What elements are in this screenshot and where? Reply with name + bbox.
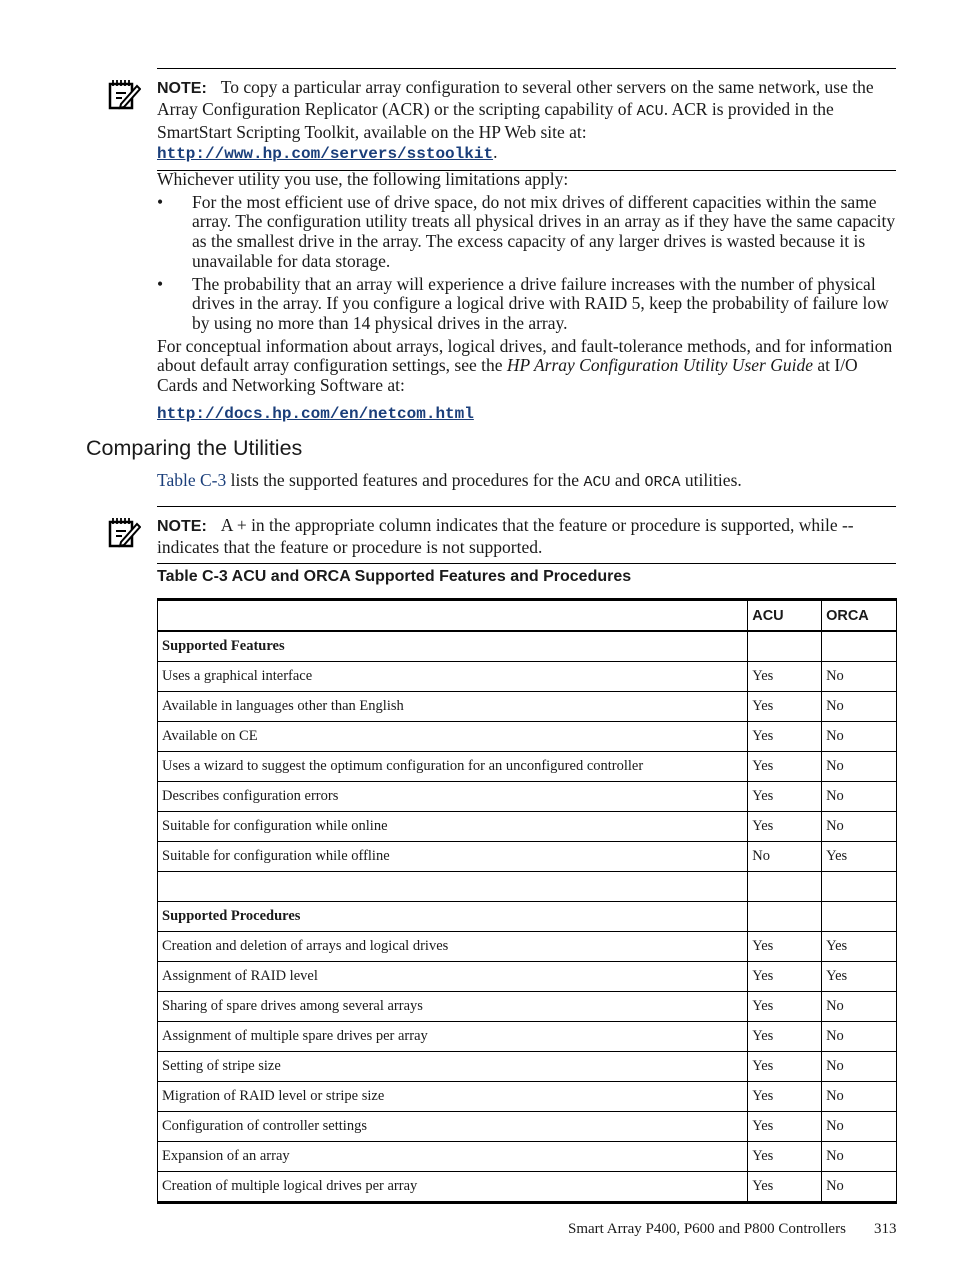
acu-cell: Yes	[748, 692, 822, 722]
note-box	[157, 506, 896, 564]
sstoolkit-link[interactable]: http://www.hp.com/servers/sstoolkit	[157, 145, 494, 163]
feature-cell: Uses a wizard to suggest the optimum configuration for an unconfigured controller	[158, 752, 748, 782]
acu-cell: Yes	[748, 1112, 822, 1142]
page-number: 313	[874, 1221, 897, 1237]
bullet-item: • For the most efficient use of drive space, do not mix drives of different capacities within the same array. The configuration utility treats all physical drives in an array as if they have the same capacity as the smallest drive in the array. The excess capacity of any larger drives is wasted because it is unavailable for data storage.	[157, 191, 896, 271]
orca-cell: No	[822, 1112, 897, 1142]
acu-code: ACU	[583, 474, 611, 491]
orca-cell: Yes	[822, 842, 897, 872]
acu-cell	[748, 631, 822, 662]
table-row	[158, 692, 897, 722]
orca-cell: No	[822, 1082, 897, 1112]
acu-cell	[748, 902, 822, 932]
feature-cell: Uses a graphical interface	[158, 662, 748, 692]
acu-cell: Yes	[748, 1142, 822, 1172]
acu-cell: Yes	[748, 722, 822, 752]
feature-cell: Describes configuration errors	[158, 782, 748, 812]
acu-cell: Yes	[748, 1022, 822, 1052]
section-heading: Comparing the Utilities	[86, 436, 303, 460]
guide-title: HP Array Configuration Utility User Guide	[506, 355, 813, 376]
limitations-section	[157, 170, 897, 424]
orca-cell: No	[822, 1172, 897, 1203]
bullet-text: For the most efficient use of drive space, do not mix drives of different capacities within the same array. The configuration utility treats all physical drives in an array as if they have the same capacity as the smallest drive in the array. The excess capacity of any larger drives is wasted because it is unavailable for data storage.	[192, 191, 896, 271]
feature-cell	[158, 872, 748, 902]
feature-cell: Suitable for configuration while online	[158, 812, 748, 842]
table-row	[158, 1022, 897, 1052]
table-row	[158, 992, 897, 1022]
table-row	[158, 932, 897, 962]
bullet-item: • The probability that an array will experience a drive failure increases with the number of physical drives in the array. If you configure a logical drive with RAID 5, keep the probability of failure low by using no more than 14 physical drives in the array.	[157, 273, 889, 333]
feature-cell: Expansion of an array	[158, 1142, 748, 1172]
bullet-text: The probability that an array will experience a drive failure increases with the number of physical drives in the array. If you configure a logical drive with RAID 5, keep the probability of failure low by using no more than 14 physical drives in the array.	[192, 273, 889, 333]
acu-cell: Yes	[748, 1172, 822, 1203]
acu-cell: Yes	[748, 812, 822, 842]
table-row	[158, 1112, 897, 1142]
table-row	[158, 1082, 897, 1112]
table-row	[158, 1052, 897, 1082]
acu-cell: Yes	[748, 662, 822, 692]
orca-cell	[822, 902, 897, 932]
footer-title: Smart Array P400, P600 and P800 Controllers	[568, 1221, 846, 1237]
note-label: NOTE:	[157, 80, 207, 97]
table-caption: Table C-3 ACU and ORCA Supported Features and Procedures	[157, 568, 632, 585]
table-row	[158, 1172, 897, 1203]
intro-text: lists the supported features and procedures for the	[230, 470, 580, 490]
orca-cell	[822, 631, 897, 662]
orca-cell: No	[822, 1022, 897, 1052]
table-row	[158, 962, 897, 992]
orca-cell: No	[822, 1142, 897, 1172]
netcom-link[interactable]: http://docs.hp.com/en/netcom.html	[157, 404, 474, 423]
table-row	[158, 872, 897, 902]
note-box	[157, 68, 896, 171]
header-feature	[158, 600, 748, 632]
feature-cell: Available in languages other than English	[158, 692, 748, 722]
intro-text-and: and	[614, 470, 641, 490]
note-text: To copy a particular array configuration to several other servers on the same network, use the Array Configuration Replicator (ACR) or the scripting capability of	[157, 77, 874, 119]
link-suffix: .	[493, 142, 498, 162]
feature-cell: Migration of RAID level or stripe size	[158, 1082, 748, 1112]
orca-cell: No	[822, 992, 897, 1022]
features-table	[157, 598, 897, 1204]
acu-cell: Yes	[748, 752, 822, 782]
orca-code: ORCA	[644, 474, 681, 491]
acu-cell: Yes	[748, 1082, 822, 1112]
feature-cell: Assignment of multiple spare drives per array	[158, 1022, 748, 1052]
table-row	[158, 662, 897, 692]
table-header-row	[158, 600, 897, 632]
orca-cell	[822, 872, 897, 902]
conceptual-text: For conceptual information about arrays, logical drives, and fault-tolerance methods, and for information about default array configuration settings, see the	[157, 335, 893, 376]
orca-cell: No	[822, 662, 897, 692]
note-text: A + in the appropriate column indicates that the feature or procedure is supported, while -- indicates that the feature or procedure is not supported.	[157, 515, 854, 557]
acu-cell: Yes	[748, 1052, 822, 1082]
header-orca: ORCA	[822, 600, 897, 632]
orca-cell: No	[822, 812, 897, 842]
note-text-after: . ACR is provided in the SmartStart Scripting Toolkit, available on the HP Web site at:	[157, 99, 834, 142]
orca-cell: No	[822, 1052, 897, 1082]
feature-cell: Configuration of controller settings	[158, 1112, 748, 1142]
table-row	[158, 722, 897, 752]
feature-cell: Supported Features	[158, 631, 748, 662]
table-row	[158, 842, 897, 872]
table-row	[158, 752, 897, 782]
acu-cell: Yes	[748, 992, 822, 1022]
acu-cell: Yes	[748, 962, 822, 992]
feature-cell: Creation and deletion of arrays and logical drives	[158, 932, 748, 962]
feature-cell: Setting of stripe size	[158, 1052, 748, 1082]
note-icon	[107, 515, 141, 549]
feature-cell: Assignment of RAID level	[158, 962, 748, 992]
orca-cell: No	[822, 722, 897, 752]
table-xref-link[interactable]: Table C-3	[157, 470, 227, 490]
acu-code: ACU	[636, 103, 664, 120]
acu-cell	[748, 872, 822, 902]
orca-cell: No	[822, 782, 897, 812]
table-row	[158, 631, 897, 662]
note-label: NOTE:	[157, 518, 207, 535]
table-row	[158, 902, 897, 932]
note-icon	[107, 77, 141, 111]
acu-cell: Yes	[748, 932, 822, 962]
conceptual-text-after: at I/O Cards and Networking Software at:	[157, 355, 858, 396]
acu-cell: No	[748, 842, 822, 872]
orca-cell: No	[822, 752, 897, 782]
orca-cell: No	[822, 692, 897, 722]
acu-cell: Yes	[748, 782, 822, 812]
table-row	[158, 812, 897, 842]
intro-text-end: utilities.	[684, 470, 742, 490]
feature-cell: Creation of multiple logical drives per array	[158, 1172, 748, 1203]
orca-cell: Yes	[822, 932, 897, 962]
table-row	[158, 782, 897, 812]
orca-cell: Yes	[822, 962, 897, 992]
limitations-intro: Whichever utility you use, the following limitations apply:	[157, 169, 569, 189]
header-acu: ACU	[748, 600, 822, 632]
conceptual-paragraph	[157, 337, 897, 396]
feature-cell: Sharing of spare drives among several arrays	[158, 992, 748, 1022]
section-intro	[157, 471, 897, 493]
feature-cell: Supported Procedures	[158, 902, 748, 932]
feature-cell: Available on CE	[158, 722, 748, 752]
table-row	[158, 1142, 897, 1172]
feature-cell: Suitable for configuration while offline	[158, 842, 748, 872]
